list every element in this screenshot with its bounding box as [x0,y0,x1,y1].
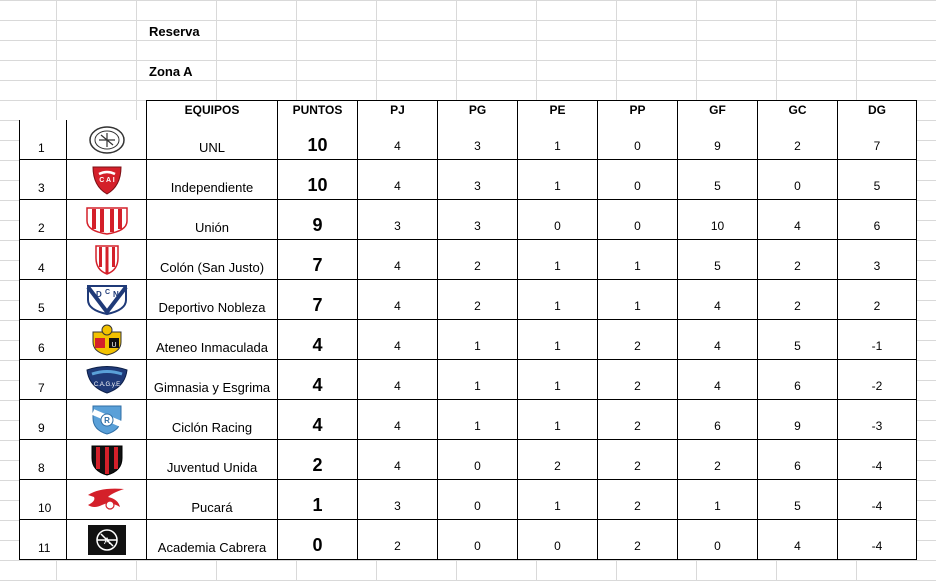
row-position: 8 [20,440,67,480]
goal-diff-cell: -3 [838,400,917,440]
table-row [20,400,917,440]
played-cell: 4 [358,320,438,360]
team-name: Gimnasia y Esgrima [147,360,278,400]
lost-cell: 0 [598,160,678,200]
team-crest [67,360,147,400]
drawn-cell: 1 [518,400,598,440]
drawn-cell: 1 [518,120,598,160]
played-cell: 4 [358,400,438,440]
zone-label: Zona A [149,64,193,79]
played-cell: 4 [358,120,438,160]
points-cell: 0 [278,520,358,560]
goals-for-cell: 0 [678,520,758,560]
points-cell: 7 [278,240,358,280]
won-cell: 3 [438,200,518,240]
team-crest [67,240,147,280]
row-position: 2 [20,200,67,240]
team-name: Juventud Unida [147,440,278,480]
team-crest [67,400,147,440]
lost-cell: 2 [598,360,678,400]
team-crest [67,120,147,160]
team-name: Unión [147,200,278,240]
drawn-cell: 0 [518,200,598,240]
goal-diff-cell: -4 [838,440,917,480]
independiente-crest-icon [87,164,127,196]
won-cell: 0 [438,480,518,520]
goal-diff-cell: -4 [838,480,917,520]
lost-cell: 2 [598,480,678,520]
team-name: Pucará [147,480,278,520]
juventud-crest-icon [89,444,125,476]
ateneo-crest-icon [89,324,125,356]
played-cell: 4 [358,240,438,280]
sheet-title: Reserva [149,24,200,39]
drawn-cell: 1 [518,280,598,320]
standings-table [19,120,917,560]
goals-for-cell: 2 [678,440,758,480]
table-row [20,440,917,480]
team-crest [67,200,147,240]
played-cell: 3 [358,200,438,240]
points-cell: 4 [278,320,358,360]
ciclon-crest-icon [90,404,124,436]
goals-for-cell: 5 [678,160,758,200]
row-position: 3 [20,160,67,200]
won-cell: 3 [438,160,518,200]
cabrera-crest-icon [87,524,127,556]
team-crest [67,160,147,200]
won-cell: 2 [438,280,518,320]
svg-text:D: D [95,289,102,299]
lost-cell: 2 [598,320,678,360]
svg-text:C.A.G.y.E: C.A.G.y.E [93,381,120,388]
table-row [20,520,917,560]
played-cell: 4 [358,360,438,400]
drawn-cell: 1 [518,360,598,400]
table-row [20,280,917,320]
won-cell: 0 [438,520,518,560]
won-cell: 3 [438,120,518,160]
goals-against-cell: 9 [758,400,838,440]
team-crest [67,320,147,360]
row-position: 7 [20,360,67,400]
table-row [20,160,917,200]
won-cell: 1 [438,320,518,360]
goals-for-cell: 4 [678,320,758,360]
row-position: 11 [20,520,67,560]
lost-cell: 1 [598,280,678,320]
goal-diff-cell: -2 [838,360,917,400]
header-gf: GF [678,101,758,121]
gimnasia-crest-icon [84,365,130,395]
goals-for-cell: 4 [678,280,758,320]
union-crest-icon [84,205,130,235]
points-cell: 9 [278,200,358,240]
header-gc: GC [758,101,838,121]
goal-diff-cell: -4 [838,520,917,560]
won-cell: 1 [438,400,518,440]
row-position: 6 [20,320,67,360]
points-cell: 10 [278,120,358,160]
played-cell: 2 [358,520,438,560]
drawn-cell: 2 [518,440,598,480]
goals-for-cell: 10 [678,200,758,240]
pucara-crest-icon [84,485,130,515]
svg-text:R: R [103,415,110,425]
svg-text:N: N [112,289,119,299]
svg-text:U: U [110,341,117,349]
nobleza-crest-icon [85,284,129,316]
team-name: Ateneo Inmaculada [147,320,278,360]
header-pp: PP [598,101,678,121]
goal-diff-cell: 2 [838,280,917,320]
team-name: UNL [147,120,278,160]
points-cell: 7 [278,280,358,320]
table-row [20,200,917,240]
table-row [20,360,917,400]
header-pg: PG [438,101,518,121]
team-name: Academia Cabrera [147,520,278,560]
lost-cell: 1 [598,240,678,280]
won-cell: 2 [438,240,518,280]
team-name: Deportivo Nobleza [147,280,278,320]
goals-against-cell: 2 [758,120,838,160]
drawn-cell: 1 [518,240,598,280]
points-cell: 4 [278,400,358,440]
table-row [20,240,917,280]
team-crest [67,520,147,560]
goals-for-cell: 1 [678,480,758,520]
standings-header [146,100,917,121]
drawn-cell: 1 [518,480,598,520]
lost-cell: 0 [598,120,678,160]
goals-for-cell: 9 [678,120,758,160]
table-row [20,120,917,160]
goals-against-cell: 4 [758,520,838,560]
table-row [20,480,917,520]
drawn-cell: 1 [518,320,598,360]
row-position: 9 [20,400,67,440]
played-cell: 3 [358,480,438,520]
goal-diff-cell: 6 [838,200,917,240]
goals-against-cell: 4 [758,200,838,240]
team-crest [67,280,147,320]
team-name: Ciclón Racing [147,400,278,440]
team-name: Independiente [147,160,278,200]
header-equipos: EQUIPOS [147,101,278,121]
team-name: Colón (San Justo) [147,240,278,280]
header-pe: PE [518,101,598,121]
points-cell: 2 [278,440,358,480]
colon-crest-icon [91,244,123,276]
played-cell: 4 [358,280,438,320]
header-pj: PJ [358,101,438,121]
goal-diff-cell: 3 [838,240,917,280]
played-cell: 4 [358,160,438,200]
points-cell: 4 [278,360,358,400]
drawn-cell: 1 [518,160,598,200]
row-position: 5 [20,280,67,320]
team-crest [67,440,147,480]
won-cell: 1 [438,360,518,400]
drawn-cell: 0 [518,520,598,560]
goals-for-cell: 5 [678,240,758,280]
goals-against-cell: 6 [758,440,838,480]
goals-for-cell: 6 [678,400,758,440]
goals-against-cell: 5 [758,480,838,520]
goal-diff-cell: 5 [838,160,917,200]
svg-text:C A I: C A I [98,176,115,184]
goal-diff-cell: 7 [838,120,917,160]
goals-for-cell: 4 [678,360,758,400]
row-position: 1 [20,120,67,160]
goals-against-cell: 5 [758,320,838,360]
goal-diff-cell: -1 [838,320,917,360]
goals-against-cell: 6 [758,360,838,400]
lost-cell: 0 [598,200,678,240]
svg-text:C: C [104,288,110,296]
row-position: 10 [20,480,67,520]
table-row [20,320,917,360]
header-dg: DG [838,101,917,121]
team-crest [67,480,147,520]
header-puntos: PUNTOS [278,101,358,121]
points-cell: 1 [278,480,358,520]
lost-cell: 2 [598,400,678,440]
lost-cell: 2 [598,440,678,480]
goals-against-cell: 0 [758,160,838,200]
svg-text:A: A [103,535,110,546]
lost-cell: 2 [598,520,678,560]
unl-crest-icon [87,125,127,155]
played-cell: 4 [358,440,438,480]
goals-against-cell: 2 [758,280,838,320]
row-position: 4 [20,240,67,280]
won-cell: 0 [438,440,518,480]
goals-against-cell: 2 [758,240,838,280]
points-cell: 10 [278,160,358,200]
